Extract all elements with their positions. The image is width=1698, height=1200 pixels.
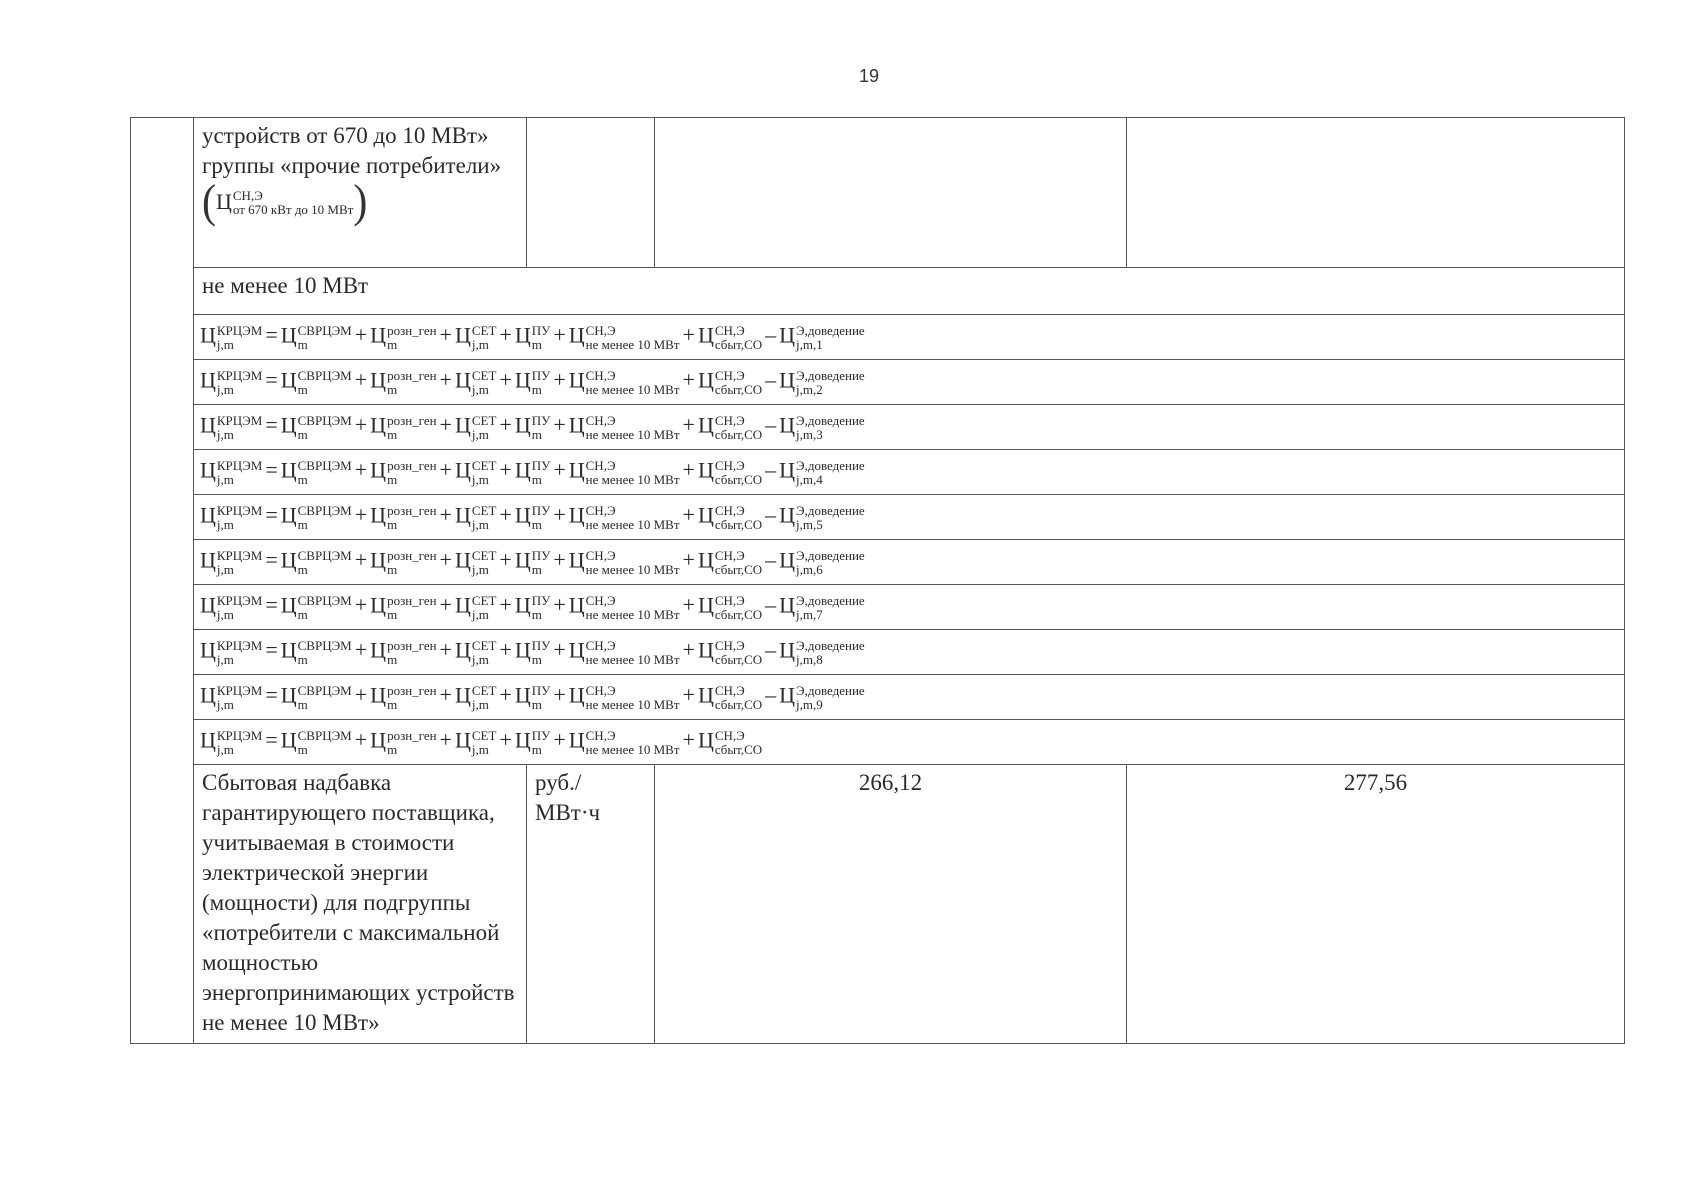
formula-row <box>131 405 1625 450</box>
formula-symbol: Ц Э,доведение j,m,6 <box>779 547 865 577</box>
formula-row <box>131 585 1625 630</box>
formula-symbol: Ц СН,Э не менее 10 МВт <box>568 637 680 667</box>
formula-symbol: Ц КРЦЭМ j,m <box>200 367 263 397</box>
formula-cell <box>194 450 1625 495</box>
formula-symbol: Ц СН,Э сбыт,СО <box>697 592 763 622</box>
formula-symbol: Ц СВРЦЭМ m <box>280 502 352 532</box>
markup-row <box>131 765 1625 1044</box>
formula-symbol: Ц розн_ген m <box>370 502 437 532</box>
formula-symbol: Ц СН,Э сбыт,СО <box>697 322 763 352</box>
formula-symbol: Ц Э,доведение j,m,9 <box>779 682 865 712</box>
formula-symbol: Ц розн_ген m <box>370 592 437 622</box>
markup-label: Сбытовая надбавка гарантирующего поставщика, учитываемая в стоимости электрической энергии (мощности) для подгруппы «потребители с максимальной мощностью энергопринимающих устройств не менее 10 МВт» <box>194 765 527 1044</box>
top-section-unit-cell <box>527 118 655 268</box>
formula-symbol: Ц КРЦЭМ j,m <box>200 547 263 577</box>
formula-symbol: Ц ПУ m <box>514 502 551 532</box>
formula-symbol: Ц СЕТ j,m <box>454 682 497 712</box>
formula-symbol: Ц СН,Э не менее 10 МВт <box>568 367 680 397</box>
top-section-row <box>131 118 1625 268</box>
formula-symbol: Ц СВРЦЭМ m <box>280 457 352 487</box>
formula-symbol: Ц Э,доведение j,m,3 <box>779 412 865 442</box>
formula-symbol: Ц СЕТ j,m <box>454 592 497 622</box>
formula-row <box>131 540 1625 585</box>
formula-symbol: Ц розн_ген m <box>370 727 437 757</box>
formula-symbol: Ц Э,доведение j,m,5 <box>779 502 865 532</box>
formula-row <box>131 450 1625 495</box>
formula-symbol: Ц розн_ген m <box>370 322 437 352</box>
formula-symbol: Ц Э,доведение j,m,4 <box>779 457 865 487</box>
formula-symbol: Ц СН,Э не менее 10 МВт <box>568 682 680 712</box>
formula-symbol: Ц СЕТ j,m <box>454 727 497 757</box>
formula-symbol: Ц СВРЦЭМ m <box>280 637 352 667</box>
formula-symbol: Ц СН,Э не менее 10 МВт <box>568 547 680 577</box>
formula-symbol: Ц СН,Э сбыт,СО <box>697 727 763 757</box>
formula-symbol: Ц СН,Э не менее 10 МВт <box>568 727 680 757</box>
formula-symbol: Ц СН,Э сбыт,СО <box>697 502 763 532</box>
formula: Ц КРЦЭМ j,m = Ц СВРЦЭМ m + Ц розн_ген m + Ц СЕТ j,m + Ц ПУ m + Ц СН,Э не менее 10 МВт + Ц СН,Э сбыт,СО – Ц Э,доведение j,m,3 <box>200 412 865 442</box>
formula-symbol: Ц СВРЦЭМ m <box>280 682 352 712</box>
formula-symbol: Ц СН,Э не менее 10 МВт <box>568 322 680 352</box>
formula-cell <box>194 630 1625 675</box>
top-section-label-cell <box>194 118 527 268</box>
formula-symbol: Ц КРЦЭМ j,m <box>200 637 263 667</box>
formula-cell <box>194 585 1625 630</box>
formula-symbol: Ц розн_ген m <box>370 367 437 397</box>
section-header-row <box>131 268 1625 315</box>
formula-symbol: Ц КРЦЭМ j,m <box>200 322 263 352</box>
number-column <box>131 118 194 1044</box>
formula-symbol: Ц СЕТ j,m <box>454 367 497 397</box>
formula: Ц КРЦЭМ j,m = Ц СВРЦЭМ m + Ц розн_ген m + Ц СЕТ j,m + Ц ПУ m + Ц СН,Э не менее 10 МВт + Ц СН,Э сбыт,СО – Ц Э,доведение j,m,1 <box>200 322 865 352</box>
formula-symbol: Ц СН,Э сбыт,СО <box>697 547 763 577</box>
formula-symbol: Ц розн_ген m <box>370 547 437 577</box>
formula-symbol: Ц СВРЦЭМ m <box>280 547 352 577</box>
formula-row <box>131 630 1625 675</box>
markup-unit: руб./ МВт·ч <box>527 765 655 1044</box>
formula-symbol: Ц СЕТ j,m <box>454 637 497 667</box>
top-section-symbol: ( Ц СН,Э от 670 кВт до 10 МВт ) <box>202 176 368 228</box>
formula-symbol: Ц КРЦЭМ j,m <box>200 592 263 622</box>
formula-symbol: Ц СЕТ j,m <box>454 502 497 532</box>
markup-value-1: 266,12 <box>655 765 1127 1044</box>
formula: Ц КРЦЭМ j,m = Ц СВРЦЭМ m + Ц розн_ген m + Ц СЕТ j,m + Ц ПУ m + Ц СН,Э не менее 10 МВт + Ц СН,Э сбыт,СО – Ц Э,доведение j,m,4 <box>200 457 865 487</box>
formula-symbol: Ц ПУ m <box>514 547 551 577</box>
formula-symbol: Ц СВРЦЭМ m <box>280 322 352 352</box>
formula-symbol: Ц КРЦЭМ j,m <box>200 502 263 532</box>
formula: Ц КРЦЭМ j,m = Ц СВРЦЭМ m + Ц розн_ген m + Ц СЕТ j,m + Ц ПУ m + Ц СН,Э не менее 10 МВт + Ц СН,Э сбыт,СО – Ц Э,доведение j,m,6 <box>200 547 865 577</box>
tariff-table <box>130 117 1625 1044</box>
formula-symbol: Ц розн_ген m <box>370 412 437 442</box>
markup-value-2: 277,56 <box>1127 765 1625 1044</box>
formula: Ц КРЦЭМ j,m = Ц СВРЦЭМ m + Ц розн_ген m + Ц СЕТ j,m + Ц ПУ m + Ц СН,Э не менее 10 МВт + Ц СН,Э сбыт,СО – Ц Э,доведение j,m,7 <box>200 592 865 622</box>
formula-cell <box>194 405 1625 450</box>
top-section-label: устройств от 670 до 10 МВт» группы «прочие потребители» <box>202 123 502 178</box>
formula-cell <box>194 360 1625 405</box>
formula-symbol: Ц СВРЦЭМ m <box>280 367 352 397</box>
formula-symbol: Ц Э,доведение j,m,8 <box>779 637 865 667</box>
formula: Ц КРЦЭМ j,m = Ц СВРЦЭМ m + Ц розн_ген m + Ц СЕТ j,m + Ц ПУ m + Ц СН,Э не менее 10 МВт + Ц СН,Э сбыт,СО – Ц Э,доведение j,m,2 <box>200 367 865 397</box>
formula-row <box>131 495 1625 540</box>
section-header: не менее 10 МВт <box>194 268 1625 315</box>
formula-cell <box>194 675 1625 720</box>
page-number: 19 <box>858 66 880 86</box>
formula-symbol: Ц СВРЦЭМ m <box>280 592 352 622</box>
formula-symbol: Ц розн_ген m <box>370 457 437 487</box>
formula-symbol: Ц СЕТ j,m <box>454 457 497 487</box>
formula-symbol: Ц СН,Э сбыт,СО <box>697 412 763 442</box>
formula-cell <box>194 495 1625 540</box>
formula-cell <box>194 720 1625 765</box>
formula-symbol: Ц ПУ m <box>514 457 551 487</box>
formula-symbol: Ц СВРЦЭМ m <box>280 412 352 442</box>
formula: Ц КРЦЭМ j,m = Ц СВРЦЭМ m + Ц розн_ген m + Ц СЕТ j,m + Ц ПУ m + Ц СН,Э не менее 10 МВт + Ц СН,Э сбыт,СО <box>200 727 763 757</box>
formula-symbol: Ц СН,Э не менее 10 МВт <box>568 457 680 487</box>
formula-symbol: Ц ПУ m <box>514 412 551 442</box>
formula-symbol: Ц ПУ m <box>514 322 551 352</box>
formula-symbol: Ц СН,Э сбыт,СО <box>697 637 763 667</box>
formula-row <box>131 360 1625 405</box>
formula-cell <box>194 540 1625 585</box>
formula-symbol: Ц КРЦЭМ j,m <box>200 727 263 757</box>
formula-symbol: Ц СН,Э не менее 10 МВт <box>568 502 680 532</box>
formula-symbol: Ц СЕТ j,m <box>454 322 497 352</box>
formula-symbol: Ц СЕТ j,m <box>454 412 497 442</box>
formula-symbol: Ц СН,Э не менее 10 МВт <box>568 592 680 622</box>
formula-symbol: Ц СН,Э сбыт,СО <box>697 682 763 712</box>
formula-symbol: Ц Э,доведение j,m,2 <box>779 367 865 397</box>
formula-row <box>131 720 1625 765</box>
formula: Ц КРЦЭМ j,m = Ц СВРЦЭМ m + Ц розн_ген m + Ц СЕТ j,m + Ц ПУ m + Ц СН,Э не менее 10 МВт + Ц СН,Э сбыт,СО – Ц Э,доведение j,m,9 <box>200 682 865 712</box>
formula-symbol: Ц КРЦЭМ j,m <box>200 412 263 442</box>
formula-symbol: Ц ПУ m <box>514 682 551 712</box>
formula-cell <box>194 315 1625 360</box>
formula: Ц КРЦЭМ j,m = Ц СВРЦЭМ m + Ц розн_ген m + Ц СЕТ j,m + Ц ПУ m + Ц СН,Э не менее 10 МВт + Ц СН,Э сбыт,СО – Ц Э,доведение j,m,5 <box>200 502 865 532</box>
top-section-value-cell-2 <box>1127 118 1625 268</box>
formula-row <box>131 675 1625 720</box>
formula-symbol: Ц КРЦЭМ j,m <box>200 682 263 712</box>
formula-symbol: Ц Э,доведение j,m,1 <box>779 322 865 352</box>
formula-symbol: Ц СЕТ j,m <box>454 547 497 577</box>
formula-row <box>131 315 1625 360</box>
formula-symbol: Ц розн_ген m <box>370 637 437 667</box>
formula-symbol: Ц Э,доведение j,m,7 <box>779 592 865 622</box>
formula-symbol: Ц СВРЦЭМ m <box>280 727 352 757</box>
formula-symbol: Ц розн_ген m <box>370 682 437 712</box>
formula-symbol: Ц СН,Э сбыт,СО <box>697 457 763 487</box>
formula-symbol: Ц КРЦЭМ j,m <box>200 457 263 487</box>
formula-symbol: Ц ПУ m <box>514 637 551 667</box>
formula-symbol: Ц ПУ m <box>514 367 551 397</box>
formula-symbol: Ц ПУ m <box>514 727 551 757</box>
formula-symbol: Ц СН,Э сбыт,СО <box>697 367 763 397</box>
top-section-value-cell-1 <box>655 118 1127 268</box>
formula-symbol: Ц ПУ m <box>514 592 551 622</box>
formula-symbol: Ц СН,Э не менее 10 МВт <box>568 412 680 442</box>
formula: Ц КРЦЭМ j,m = Ц СВРЦЭМ m + Ц розн_ген m + Ц СЕТ j,m + Ц ПУ m + Ц СН,Э не менее 10 МВт + Ц СН,Э сбыт,СО – Ц Э,доведение j,m,8 <box>200 637 865 667</box>
